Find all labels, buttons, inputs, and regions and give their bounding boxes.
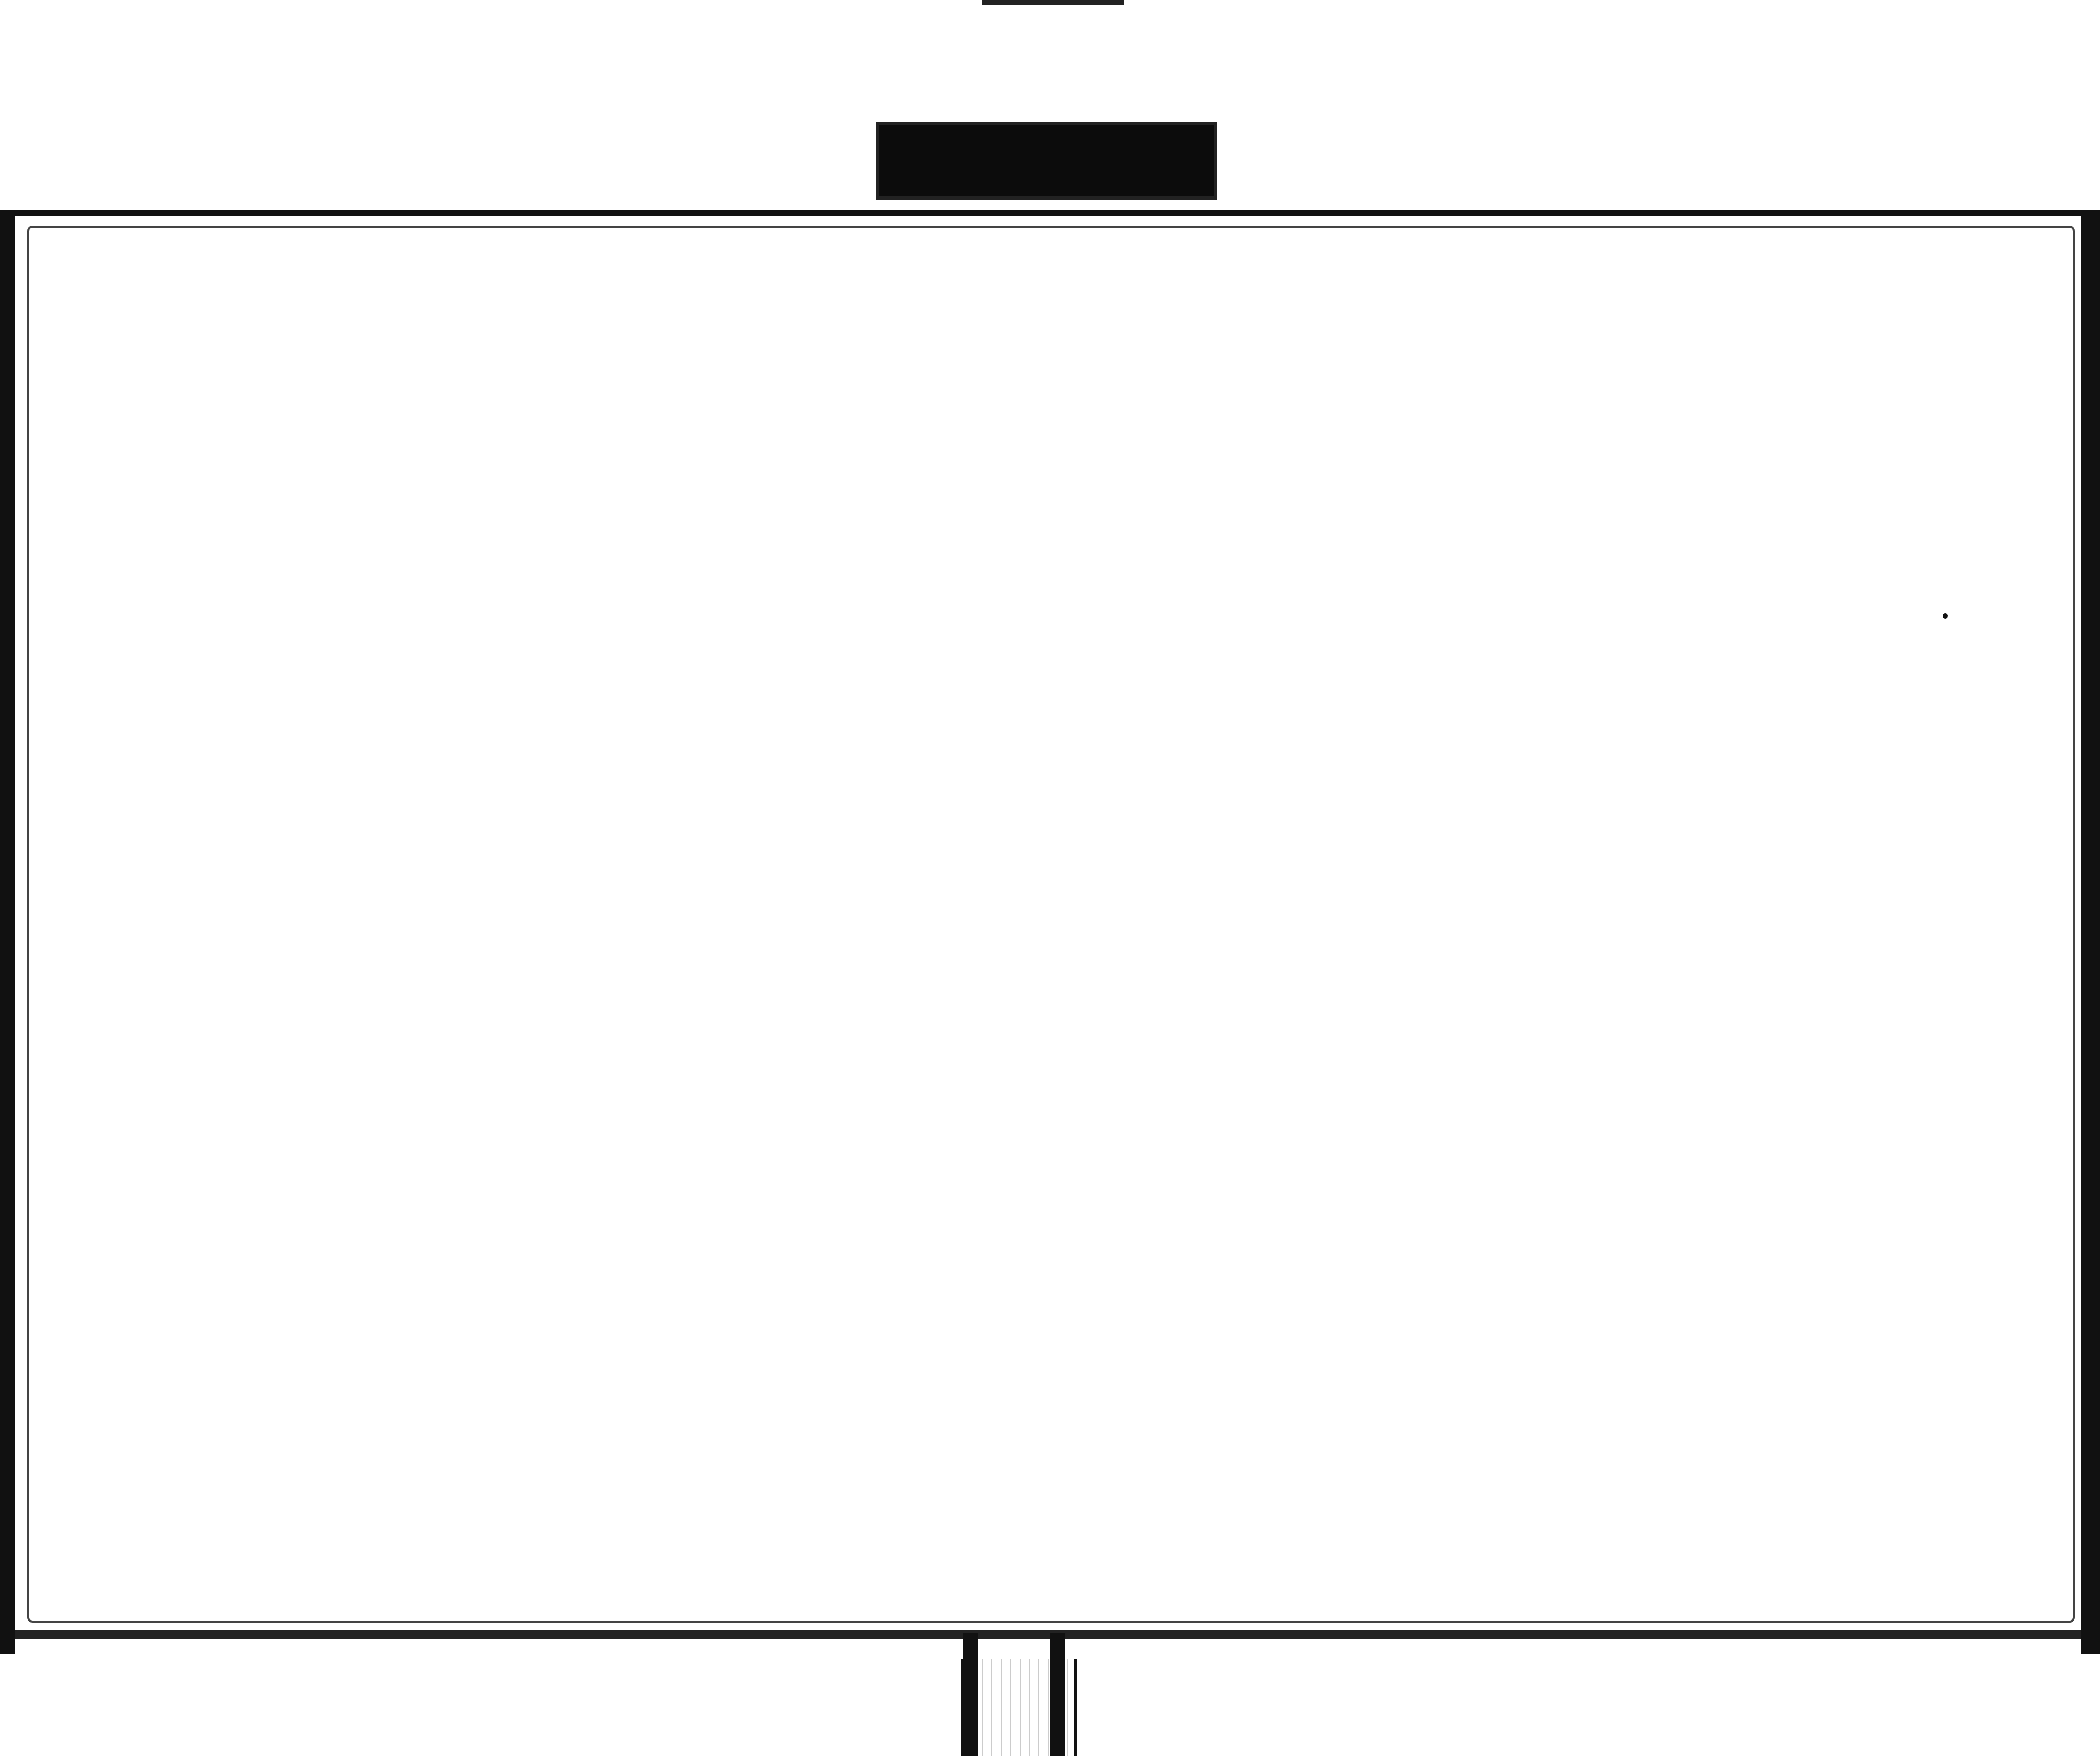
scanner-stand-post	[963, 1633, 978, 1756]
frame-left-edge	[0, 210, 15, 1654]
number-plate	[876, 122, 1217, 200]
frame-bottom-edge	[15, 1630, 2081, 1639]
top-edge-mark	[1082, 0, 1113, 5]
frame-right-edge	[2081, 210, 2100, 1654]
title-dot	[1942, 613, 1948, 619]
scanner-stand-post	[1050, 1633, 1065, 1756]
page-sheet	[27, 226, 2075, 1623]
